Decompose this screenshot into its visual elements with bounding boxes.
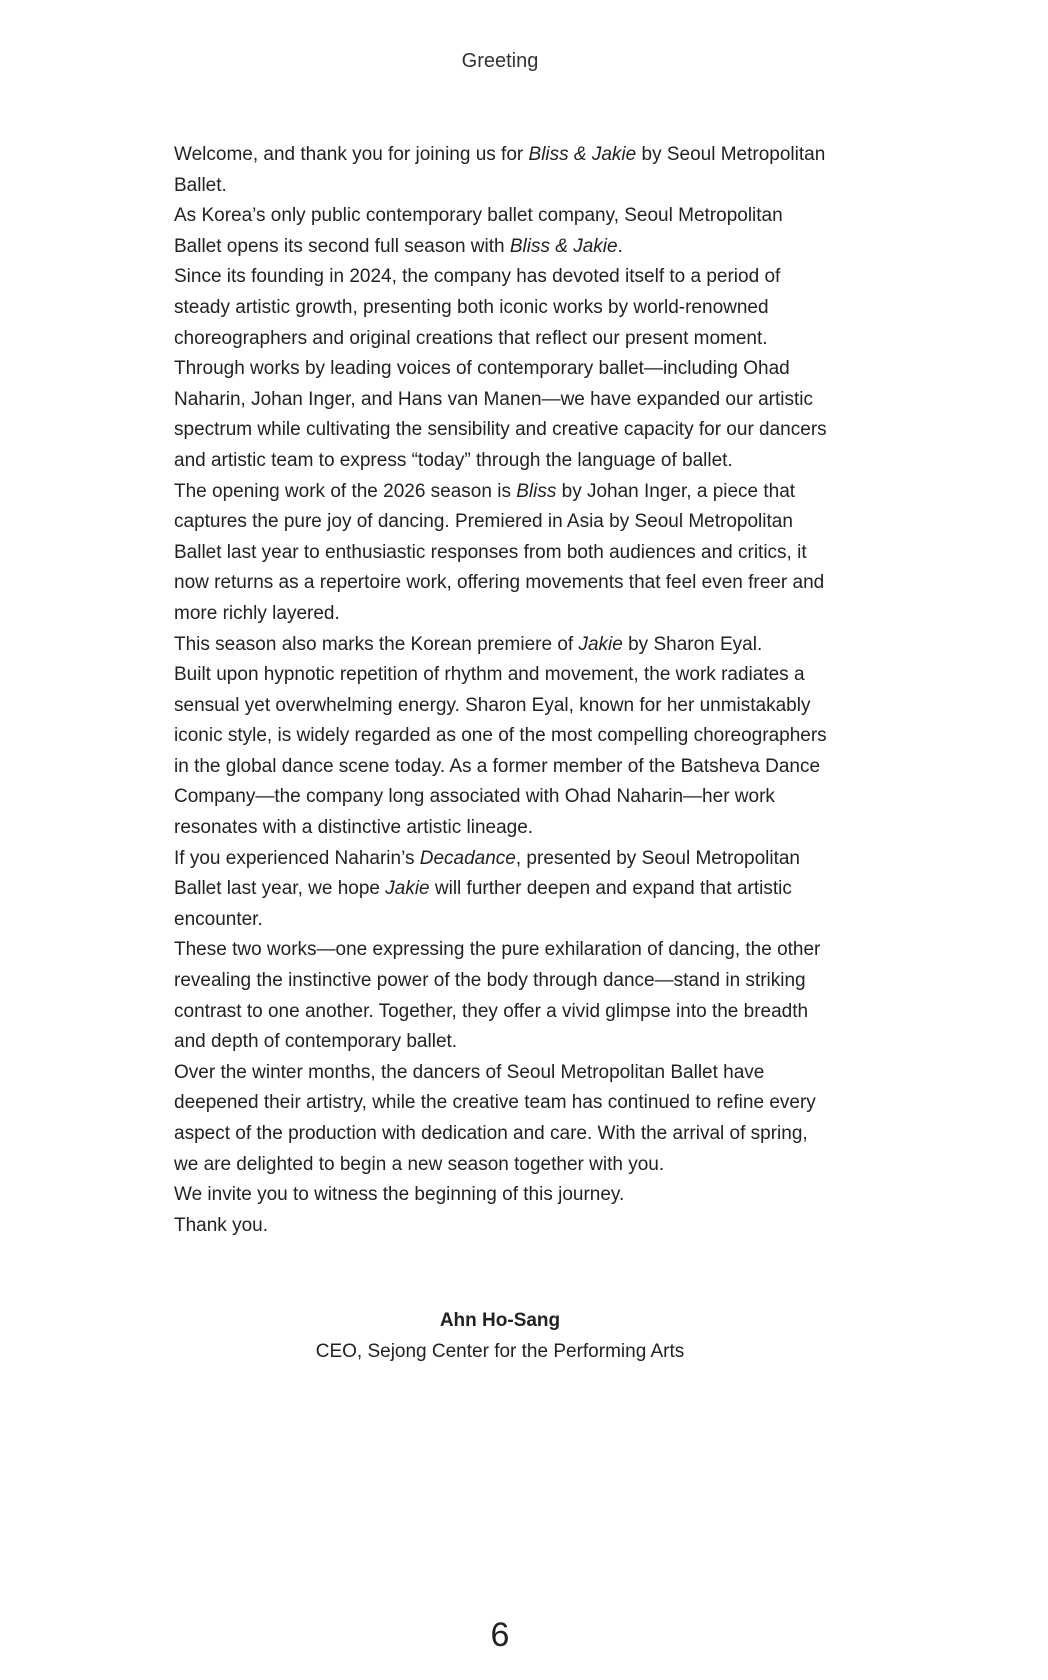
signature-block — [0, 1305, 1000, 1367]
paragraph-invite: We invite you to witness the beginning of this journey. — [174, 1184, 625, 1206]
text-span: , presented by Seoul Metropolitan Ballet last year, we hope — [174, 847, 800, 900]
page-title: Greeting — [461, 50, 539, 72]
work-title: Decadance — [419, 847, 516, 869]
paragraph-bliss — [174, 477, 834, 630]
paragraph-jakie-premiere — [174, 630, 834, 661]
work-title: Bliss & Jakie — [509, 235, 618, 257]
greeting-letter-body — [174, 140, 834, 1241]
paragraph-founding: Since its founding in 2024, the company has devoted itself to a period of steady artistic growth, presenting both iconic works by world-renowned choreographers and original creations that reflect our present moment. — [174, 266, 781, 349]
page-number: 6 — [490, 1616, 510, 1654]
paragraph-company — [174, 201, 834, 262]
text-span: The opening work of the 2026 season is — [174, 480, 517, 502]
work-title: Bliss — [516, 480, 557, 502]
text-span: by Sharon Eyal. — [622, 633, 763, 655]
work-title: Jakie — [385, 878, 430, 900]
text-span: Welcome, and thank you for joining us for — [174, 144, 529, 165]
paragraph-contrast: These two works—one expressing the pure exhilaration of dancing, the other revealing the instinctive power of the body through dance—stand in striking contrast to one another. Together, they offer a vivid glimpse into the breadth and depth of contemporary ballet. — [174, 939, 821, 1053]
text-span: by Johan Inger, a piece that captures the pure joy of dancing. Premiered in Asia by Seoul Metropolitan Ballet last year to enthusiastic responses from both audiences and critics, it now returns as a repertoire work, offering movements that feel even freer and more richly layered. — [174, 480, 825, 624]
text-span: by Seoul Metropolitan Ballet. — [174, 144, 826, 196]
text-span: As Korea’s only public contemporary ballet company, Seoul Metropolitan Ballet opens its second full season with — [174, 205, 783, 257]
paragraph-welcome — [174, 140, 834, 201]
text-span: will further deepen and expand that artistic encounter. — [174, 878, 792, 930]
signatory-role: CEO, Sejong Center for the Performing Arts — [315, 1341, 685, 1362]
paragraph-sharon-eyal: Built upon hypnotic repetition of rhythm and movement, the work radiates a sensual yet overwhelming energy. Sharon Eyal, known for her unmistakably iconic style, is widely regarded as one of the most compelling choreographers in the global dance scene today. As a former member of the Batsheva Dance Company—the company long associated with Ohad Naharin—her work resonates with a distinctive artistic lineage. — [174, 664, 827, 839]
text-span: This season also marks the Korean premiere of — [174, 633, 579, 655]
work-title: Jakie — [578, 633, 623, 655]
paragraph-works: Through works by leading voices of contemporary ballet—including Ohad Naharin, Johan Inger, and Hans van Manen—we have expanded our artistic spectrum while cultivating the sensibility and creative capacity for our dancers and artistic team to express “today” through the language of ballet. — [174, 358, 827, 471]
paragraph-decadance — [174, 844, 834, 936]
work-title: Bliss & Jakie — [528, 144, 637, 165]
text-span: . — [617, 235, 623, 257]
paragraph-winter: Over the winter months, the dancers of Seoul Metropolitan Ballet have deepened their artistry, while the creative team has continued to refine every aspect of the production with dedication and care. With the arrival of spring, we are delighted to begin a new season together with you. — [174, 1061, 816, 1175]
text-span: If you experienced Naharin’s — [174, 847, 420, 869]
paragraph-thanks: Thank you. — [174, 1214, 268, 1236]
signatory-name: Ahn Ho-Sang — [439, 1310, 561, 1331]
